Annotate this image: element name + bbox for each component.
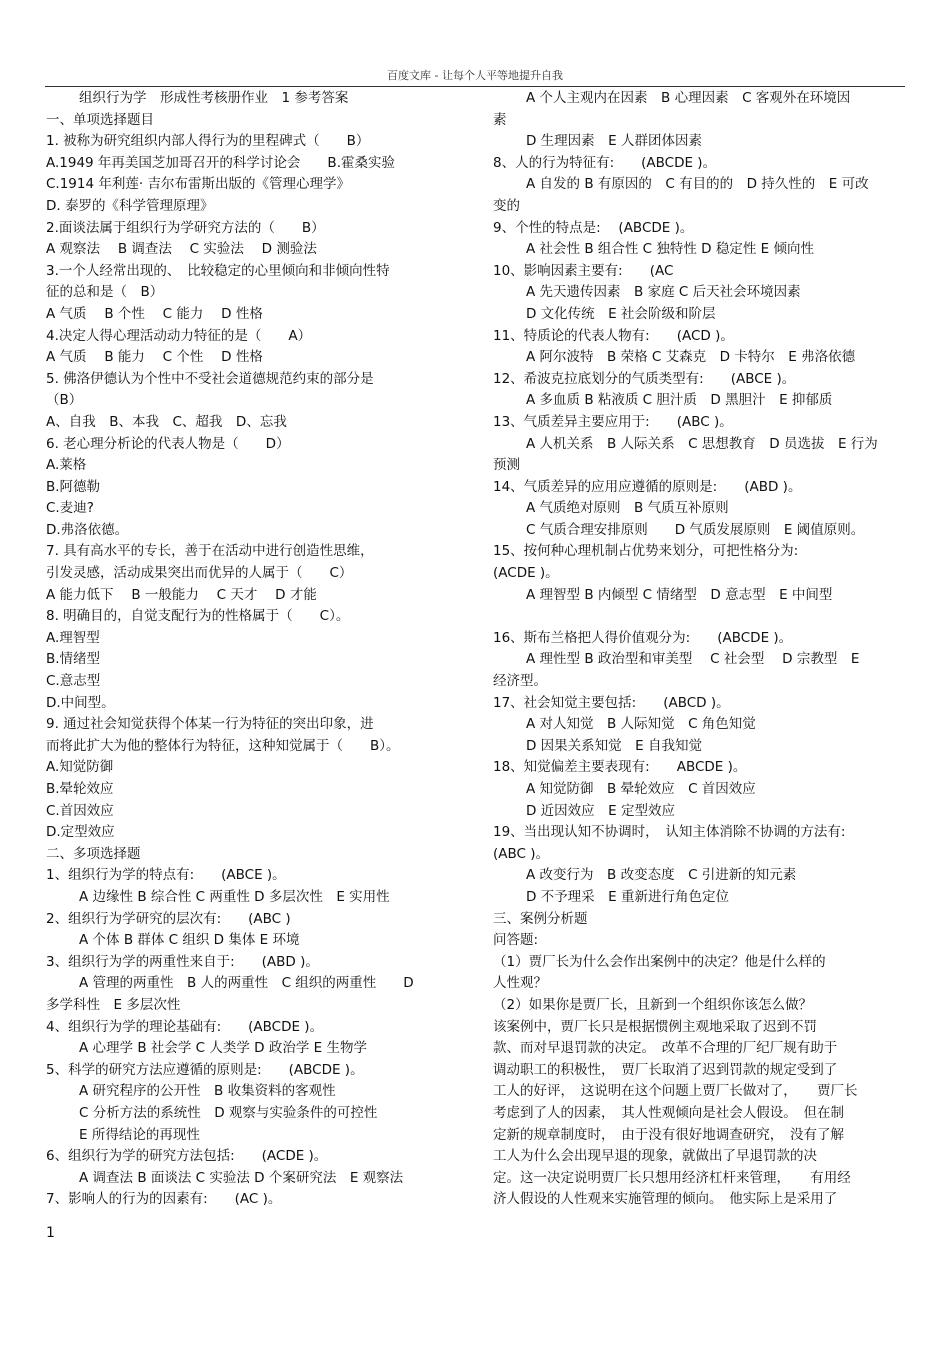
text-line: 10、影响因素主要有: (AC [493,262,674,279]
text-line: A 气质 B 个性 C 能力 D 性格 [46,305,263,322]
text-line: A 自发的 B 有原因的 C 有目的的 D 持久性的 E 可改 [526,176,869,193]
text-line: 13、气质差异主要应用于: (ABC )。 [493,413,733,430]
text-line: 征的总和是（ B） [46,284,164,301]
text-line: E 所得结论的再现性 [79,1126,200,1143]
text-line: 变的 [493,197,520,214]
text-line: C 气质合理安排原则 D 气质发展原则 E 阈值原则。 [526,521,865,538]
text-line: 3.一个人经常出现的、 比较稳定的心里倾向和非倾向性特 [46,262,390,279]
text-line: A.知觉防御 [46,759,114,776]
text-line: D.定型效应 [46,824,115,841]
text-line: 济人假设的人性观来实施管理的倾向。 他实际上是采用了 [493,1191,838,1208]
text-line: 11、特质论的代表人物有: (ACD )。 [493,327,734,344]
text-line: 9. 通过社会知觉获得个体某一行为特征的突出印象，进 [46,716,374,733]
text-line: D 不予理采 E 重新进行角色定位 [526,888,730,905]
text-line: D. 泰罗的《科学管理原理》 [46,197,214,214]
text-line: 8. 明确目的，自觉支配行为的性格属于（ C）。 [46,608,350,625]
text-line: A 社会性 B 组合性 C 独特性 D 稳定性 E 倾向性 [526,241,814,258]
text-line: A 观察法 B 调查法 C 实验法 D 测验法 [46,241,317,258]
text-line: 预测 [493,457,520,474]
text-line: 7、影响人的行为的因素有: (AC )。 [46,1191,282,1208]
text-line: A 心理学 B 社会学 C 人类学 D 政治学 E 生物学 [79,1040,367,1057]
text-line: 19、当出现认知不协调时， 认知主体消除不协调的方法有: [493,824,846,841]
page-header: 百度文库 - 让每个人平等地提升自我 [387,69,563,82]
text-line: A 管理的两重性 B 人的两重性 C 组织的两重性 D [79,975,414,992]
text-line: C.首因效应 [46,802,114,819]
text-line: A 理性型 B 政治型和审美型 C 社会型 D 宗教型 E [526,651,860,668]
text-line: 6、组织行为学的研究方法包括: (ACDE )。 [46,1148,328,1165]
text-line: A 阿尔波特 B 荣格 C 艾森克 D 卡特尔 E 弗洛依德 [526,349,856,366]
text-line: A.莱格 [46,457,87,474]
text-line: A 多血质 B 粘液质 C 胆汁质 D 黑胆汁 E 抑郁质 [526,392,833,409]
text-line: 5. 佛洛伊德认为个性中不受社会道德规范约束的部分是 [46,370,374,387]
text-line: A 对人知觉 B 人际知觉 C 角色知觉 [526,716,756,733]
text-line: D.弗洛依德。 [46,521,129,538]
left-column [46,88,446,1211]
text-line: A 能力低下 B 一般能力 C 天才 D 才能 [46,586,317,603]
text-line: C.意志型 [46,673,101,690]
text-line: A 气质 B 能力 C 个性 D 性格 [46,349,263,366]
text-line: （B） [46,392,83,409]
text-line: 17、社会知觉主要包括: (ABCD )。 [493,694,730,711]
text-line: 5、科学的研究方法应遵循的原则是: (ABCDE )。 [46,1061,364,1078]
text-line: 款、而对早退罚款的决定。 改革不合理的厂纪厂规有助于 [493,1040,838,1057]
text-line: A 理智型 B 内倾型 C 情绪型 D 意志型 E 中间型 [526,586,833,603]
text-line: C 分析方法的系统性 D 观察与实验条件的可控性 [79,1104,378,1121]
text-line: D 文化传统 E 社会阶级和阶层 [526,305,716,322]
text-line: D 近因效应 E 定型效应 [526,802,676,819]
text-line: 人性观？ [493,975,547,992]
text-line: A 气质绝对原则 B 气质互补原则 [526,500,729,517]
text-line: D 因果关系知觉 E 自我知觉 [526,737,703,754]
text-line: (ABC )。 [493,845,550,862]
text-line: 工人为什么会出现早退的现象，就做出了早退罚款的决 [493,1148,817,1165]
text-line: C.麦迪? [46,500,94,517]
text-line: 该案例中，贾厂长只是根据惯例主观地采取了迟到不罚 [493,1018,817,1035]
text-line: 16、斯布兰格把人得价值观分为: (ABCDE )。 [493,629,793,646]
text-line: 2.面谈法属于组织行为学研究方法的（ B） [46,219,325,236]
text-line: 12、希波克拉底划分的气质类型有: (ABCE )。 [493,370,796,387]
text-line: 考虑到了人的因素， 其人性观倾向是社会人假设。 但在制 [493,1104,844,1121]
text-line: A 调查法 B 面谈法 C 实验法 D 个案研究法 E 观察法 [79,1169,404,1186]
text-line: (ACDE )。 [493,565,559,582]
text-line: 定。这一决定说明贾厂长只想用经济杠杆来管理， 有用经 [493,1169,851,1186]
text-line: 一、单项选择题目 [46,111,154,128]
text-line: 二、多项选择题 [46,845,141,862]
text-line: A 边缘性 B 综合性 C 两重性 D 多层次性 E 实用性 [79,888,390,905]
text-line: 4、组织行为学的理论基础有: (ABCDE )。 [46,1018,324,1035]
text-line: A 研究程序的公开性 B 收集资料的客观性 [79,1083,336,1100]
text-line: 14、气质差异的应用应遵循的原则是: (ABD )。 [493,478,802,495]
text-line: 3、组织行为学的两重性来自于: (ABD )。 [46,953,319,970]
header-divider [45,86,905,87]
text-line: A 改变行为 B 改变态度 C 引进新的知元素 [526,867,797,884]
text-line: 9、个性的特点是: (ABCDE )。 [493,219,694,236]
text-line: 18、知觉偏差主要表现有: ABCDE )。 [493,759,747,776]
text-line: 2、组织行为学研究的层次有: (ABC ) [46,910,291,927]
text-line: 多学科性 E 多层次性 [46,996,181,1013]
text-line: （2）如果你是贾厂长，且新到一个组织你该怎么做？ [493,996,813,1013]
text-line: 而将此扩大为他的整体行为特征，这种知觉属于（ B）。 [46,737,400,754]
text-line: B.阿德勒 [46,478,101,495]
text-line: A.理智型 [46,629,100,646]
text-line: D.中间型。 [46,694,115,711]
text-line: A 先天遗传因素 B 家庭 C 后天社会环境因素 [526,284,801,301]
text-line: 15、按何种心理机制占优势来划分，可把性格分为: [493,543,799,560]
right-column [493,88,905,1211]
text-line: （1）贾厂长为什么会作出案例中的决定？他是什么样的 [493,953,826,970]
text-line: 素 [493,111,507,128]
text-line: 经济型。 [493,673,547,690]
text-line: A 个体 B 群体 C 组织 D 集体 E 环境 [79,932,300,949]
text-line [493,606,905,628]
text-line: C.1914 年利莲· 吉尔布雷斯出版的《管理心理学》 [46,176,350,193]
text-line: A.1949 年再美国芝加哥召开的科学讨论会 B.霍桑实验 [46,154,395,171]
text-line: 问答题: [493,932,539,949]
text-line: 1. 被称为研究组织内部人得行为的里程碑式（ B） [46,133,370,150]
text-line: A 个人主观内在因素 B 心理因素 C 客观外在环境因 [526,90,851,106]
text-line: 定新的规章制度时， 由于没有很好地调查研究， 没有了解 [493,1126,844,1143]
text-line: 工人的好评， 这说明在这个问题上贾厂长做对了， 贾厂长 [493,1083,858,1100]
text-line: B.晕轮效应 [46,781,114,797]
text-line: 三、案例分析题 [493,910,588,927]
text-line: 调动职工的积极性， 贾厂长取消了迟到罚款的规定受到了 [493,1061,838,1078]
text-line: 组织行为学 形成性考核册作业 1 参考答案 [79,90,349,106]
text-line: 7. 具有高水平的专长，善于在活动中进行创造性思维， [46,543,374,560]
text-line: D 生理因素 E 人群团体因素 [526,133,703,150]
text-line: 6. 老心理分析论的代表人物是（ D） [46,435,290,452]
text-line: A、自我 B、本我 C、超我 D、忘我 [46,413,287,430]
text-line: 4.决定人得心理活动动力特征的是（ A） [46,327,312,344]
text-line: A 知觉防御 B 晕轮效应 C 首因效应 [526,781,756,797]
page-number: 1 [46,1225,55,1241]
text-line: A 人机关系 B 人际关系 C 思想教育 D 员选拔 E 行为 [526,435,878,452]
text-line: 1、组织行为学的特点有: (ABCE )。 [46,867,286,884]
text-line: B.情绪型 [46,651,101,668]
text-line: 引发灵感，活动成果突出而优异的人属于（ C） [46,565,353,582]
text-line: 8、人的行为特征有: (ABCDE )。 [493,154,717,171]
